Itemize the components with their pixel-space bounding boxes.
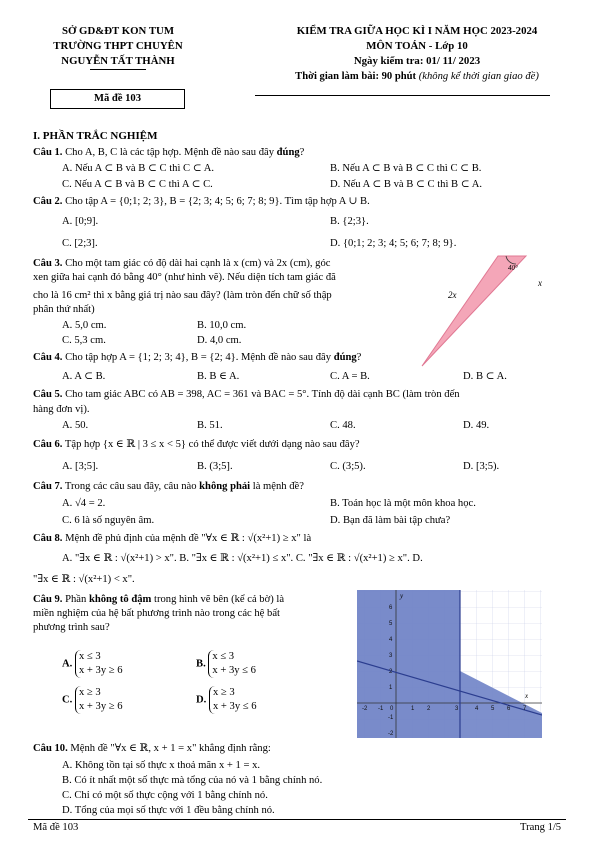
y-tick-neg1: -1 — [388, 715, 394, 721]
q3-option-a: A. 5,0 cm. — [62, 320, 107, 331]
q3-option-b: B. 10,0 cm. — [197, 320, 247, 331]
exam-code-box: Mã đề 103 — [50, 89, 185, 109]
q9-option-c: C. x ≥ 3 x + 3y ≥ 6 — [62, 687, 123, 712]
shaded-overlay — [357, 590, 460, 738]
x-tick-0: 0 — [390, 706, 394, 712]
y-axis-label: y — [400, 592, 404, 600]
q2-option-c: C. [2;3]. — [62, 238, 98, 249]
q1-option-d: D. Nếu A ⊂ B và B ⊂ C thì B ⊂ A. — [330, 179, 482, 190]
q2-stem: Câu 2. Cho tập A = {0;1; 2; 3}, B = {2; 3; 4; 5; 6; 7; 8; 9}. Tìm tập hợp A ∪ B. — [33, 196, 370, 207]
q9-stem-line1: Câu 9. Phần không tô đậm trong hình vẽ bên (kể cả bờ) là — [33, 594, 285, 605]
department-name: SỞ GD&ĐT KON TUM — [61, 25, 175, 37]
q2-option-a: A. [0;9]. — [62, 216, 99, 227]
q8-stem: Câu 8. Mệnh đề phủ định của mệnh đề "∀x ∈ ℝ : √(x²+1) ≥ x" là — [33, 533, 312, 544]
q4-option-c: C. A = B. — [330, 371, 370, 382]
q8-option-d: "∃x ∈ ℝ : √(x²+1) < x". — [33, 574, 135, 585]
q5-stem-line2: hàng đơn vị). — [33, 404, 90, 415]
q1-option-b: B. Nếu A ⊂ B và B ⊂ C thì C ⊂ B. — [330, 163, 482, 174]
x-tick-4: 4 — [475, 706, 479, 712]
footer-divider — [28, 819, 566, 820]
exam-subject: MÔN TOÁN - Lớp 10 — [366, 40, 468, 52]
exam-date: Ngày kiểm tra: 01/ 11/ 2023 — [353, 55, 481, 67]
x-tick-3: 3 — [455, 706, 459, 712]
exam-duration: Thời gian làm bài: 90 phút (không kể thời gian giao đề) — [295, 71, 539, 82]
q2-option-b: B. {2;3}. — [330, 216, 369, 227]
q7-option-d: D. Bạn đã làm bài tập chưa? — [330, 515, 451, 526]
x-tick-2: 2 — [427, 706, 431, 712]
footer-exam-code: Mã đề 103 — [33, 822, 79, 833]
q7-option-a: A. √4 = 2. — [62, 498, 106, 509]
q3-stem-line1: Câu 3. Cho một tam giác có độ dài hai cạnh là x (cm) và 2x (cm), góc — [33, 258, 331, 269]
x-tick-6: 6 — [507, 706, 511, 712]
q4-option-b: B. B ∈ A. — [197, 371, 240, 382]
exam-title: KIỂM TRA GIỮA HỌC KÌ I NĂM HỌC 2023-2024 — [296, 25, 538, 37]
q6-stem: Câu 6. Tập hợp {x ∈ ℝ | 3 ≤ x < 5} có thể được viết dưới dạng nào sau đây? — [33, 439, 360, 450]
x-tick-1: 1 — [411, 706, 415, 712]
q5-option-c: C. 48. — [330, 420, 356, 431]
q3-option-d: D. 4,0 cm. — [197, 335, 242, 346]
q9-option-b: B. x ≤ 3 x + 3y ≤ 6 — [196, 651, 256, 676]
q1-option-a: A. Nếu A ⊂ B và B ⊂ C thì C ⊂ A. — [62, 163, 214, 174]
x-tick-neg2: -2 — [362, 706, 368, 712]
y-tick-4: 4 — [389, 637, 393, 643]
q9-stem-line3: phương trình sau? — [33, 622, 110, 633]
q10-option-a: A. Không tồn tại số thực x thoả mãn x + 1 = x. — [62, 760, 261, 771]
q7-stem: Câu 7. Trong các câu sau đây, câu nào không phải là mệnh đề? — [33, 481, 304, 492]
q9-stem-line2: miền nghiệm của hệ bất phương trình nào trong các hệ bất — [33, 608, 280, 619]
q3-stem-line3: cho là 16 cm² thì x bằng giá trị nào sau đây? (làm tròn đến chữ số thập — [33, 290, 332, 301]
header-right-divider — [255, 95, 550, 96]
q3-stem-line4: phân thứ nhất) — [33, 304, 95, 315]
q6-option-a: A. [3;5]. — [62, 461, 99, 472]
angle-label: 40° — [508, 264, 518, 272]
q10-option-d: D. Tổng của mọi số thực với 1 đều bằng chính nó. — [62, 805, 275, 816]
q3-stem-line2: xen giữa hai cạnh đó bằng 40° (như hình vẽ). Nếu diện tích tam giác đã — [33, 272, 336, 283]
q9-option-d: D. x ≥ 3 x + 3y ≤ 6 — [196, 687, 257, 712]
x-tick-5: 5 — [491, 706, 495, 712]
section-title: I. PHẦN TRẮC NGHIỆM — [33, 130, 158, 142]
q9-option-a: A. x ≤ 3 x + 3y ≥ 6 — [62, 651, 123, 676]
q10-option-b: B. Có ít nhất một số thực mà tổng của nó và 1 bằng chính nó. — [62, 775, 323, 786]
school-header — [28, 24, 208, 69]
inequality-graph — [357, 590, 542, 738]
x-tick-7: 7 — [523, 706, 527, 712]
q7-option-b: B. Toán học là một môn khoa học. — [330, 498, 476, 509]
q6-option-d: D. [3;5). — [463, 461, 500, 472]
q5-option-d: D. 49. — [463, 420, 490, 431]
y-tick-neg2: -2 — [388, 731, 394, 737]
y-tick-5: 5 — [389, 621, 393, 627]
q3-option-c: C. 5,3 cm. — [62, 335, 106, 346]
x-tick-neg1: -1 — [378, 706, 384, 712]
q4-option-a: A. A ⊂ B. — [62, 371, 106, 382]
q5-option-a: A. 50. — [62, 420, 89, 431]
side-label-2x: 2x — [448, 290, 457, 300]
y-tick-2: 2 — [389, 669, 393, 675]
q10-option-c: C. Chỉ có một số thực cộng với 1 bằng chính nó. — [62, 790, 268, 801]
footer-page-number: Trang 1/5 — [520, 822, 562, 833]
side-label-x: x — [538, 278, 542, 288]
y-tick-3: 3 — [389, 653, 393, 659]
q4-option-d: D. B ⊂ A. — [463, 371, 507, 382]
q7-option-c: C. 6 là số nguyên âm. — [62, 515, 155, 526]
q4-stem: Câu 4. Cho tập hợp A = {1; 2; 3; 4}, B = {2; 4}. Mệnh đề nào sau đây đúng? — [33, 352, 362, 363]
x-axis-label: x — [525, 692, 529, 700]
q5-stem-line1: Câu 5. Cho tam giác ABC có AB = 398, AC = 361 và BAC = 5°. Tính độ dài cạnh BC (làm tròn đến — [33, 389, 460, 400]
header-left-divider — [90, 69, 146, 70]
q10-stem: Câu 10. Mệnh đề "∀x ∈ ℝ, x + 1 = x" khẳng định rằng: — [33, 743, 271, 754]
school-name-1: TRƯỜNG THPT CHUYÊN — [53, 40, 183, 52]
school-name-2: NGUYỄN TẤT THÀNH — [61, 55, 175, 67]
y-tick-1: 1 — [389, 685, 393, 691]
q1-stem: Câu 1. Cho A, B, C là các tập hợp. Mệnh đề nào sau đây đúng? — [33, 147, 305, 158]
y-tick-6: 6 — [389, 605, 393, 611]
q6-option-b: B. (3;5]. — [197, 461, 233, 472]
triangle-figure — [420, 252, 560, 372]
exam-header — [252, 24, 582, 84]
triangle-shape — [422, 256, 526, 366]
q6-option-c: C. (3;5). — [330, 461, 366, 472]
q1-option-c: C. Nếu A ⊂ B và B ⊂ C thì A ⊂ C. — [62, 179, 213, 190]
q2-option-d: D. {0;1; 2; 3; 4; 5; 6; 7; 8; 9}. — [330, 238, 457, 249]
q5-option-b: B. 51. — [197, 420, 223, 431]
q8-options-abc: A. "∃x ∈ ℝ : √(x²+1) > x". B. "∃x ∈ ℝ : √(x²+1) ≤ x". C. "∃x ∈ ℝ : √(x²+1) ≥ x". D. — [62, 553, 423, 564]
